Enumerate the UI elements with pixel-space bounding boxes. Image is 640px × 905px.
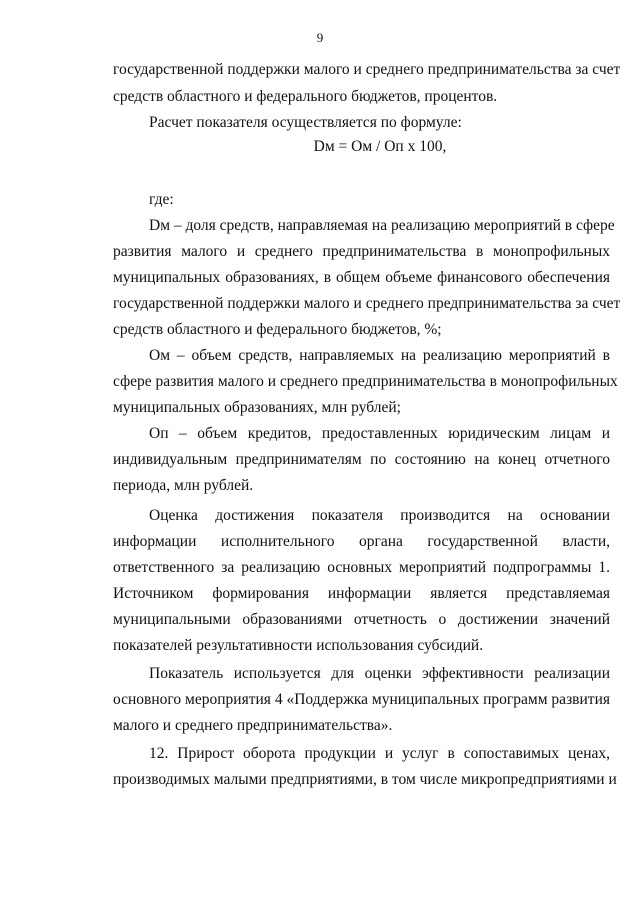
text-line: средств областного и федерального бюджетов, %; bbox=[113, 321, 442, 338]
text-line: Dм – доля средств, направляемая на реализацию мероприятий в сфере bbox=[149, 217, 615, 234]
text-line: Оценка достижения показателя производится на основании bbox=[149, 507, 610, 524]
text-line: ответственного за реализацию основных мероприятий подпрограммы 1. bbox=[113, 559, 610, 576]
text-line: Расчет показателя осуществляется по формуле: bbox=[149, 114, 462, 131]
text-line: муниципальными образованиями отчетность о достижении значений bbox=[113, 611, 610, 628]
text-line: Ом – объем средств, направляемых на реализацию мероприятий в bbox=[149, 347, 610, 364]
text-line: государственной поддержки малого и среднего предпринимательства за счет bbox=[113, 295, 621, 312]
text-line: Показатель используется для оценки эффективности реализации bbox=[149, 665, 610, 682]
text-line: муниципальных образованиях, в общем объеме финансового обеспечения bbox=[113, 269, 610, 286]
text-line: где: bbox=[149, 191, 174, 208]
text-line: основного мероприятия 4 «Поддержка муниципальных программ развития bbox=[113, 691, 610, 708]
text-line: Источником формирования информации является представляемая bbox=[113, 585, 610, 602]
text-line: Оп – объем кредитов, предоставленных юридическим лицам и bbox=[149, 425, 610, 442]
text-line: сфере развития малого и среднего предпринимательства в монопрофильных bbox=[113, 373, 618, 390]
text-line: производимых малыми предприятиями, в том числе микропредприятиями и bbox=[113, 771, 617, 788]
text-line: показателей результативности использования субсидий. bbox=[113, 637, 484, 654]
text-line: индивидуальным предпринимателям по состоянию на конец отчетного bbox=[113, 451, 610, 468]
text-line: 12. Прирост оборота продукции и услуг в сопоставимых ценах, bbox=[149, 745, 610, 762]
text-line: муниципальных образованиях, млн рублей; bbox=[113, 399, 401, 416]
text-line: информации исполнительного органа государственной власти, bbox=[113, 533, 610, 550]
text-line: средств областного и федерального бюджетов, процентов. bbox=[113, 88, 498, 105]
page-number: 9 bbox=[316, 30, 324, 45]
text-line: развития малого и среднего предпринимательства в монопрофильных bbox=[113, 243, 610, 260]
text-line: государственной поддержки малого и среднего предпринимательства за счет bbox=[113, 61, 621, 78]
formula: Dм = Ом / Оп х 100, bbox=[313, 138, 447, 155]
text-line: малого и среднего предпринимательства». bbox=[113, 717, 393, 734]
text-line: периода, млн рублей. bbox=[113, 477, 254, 494]
